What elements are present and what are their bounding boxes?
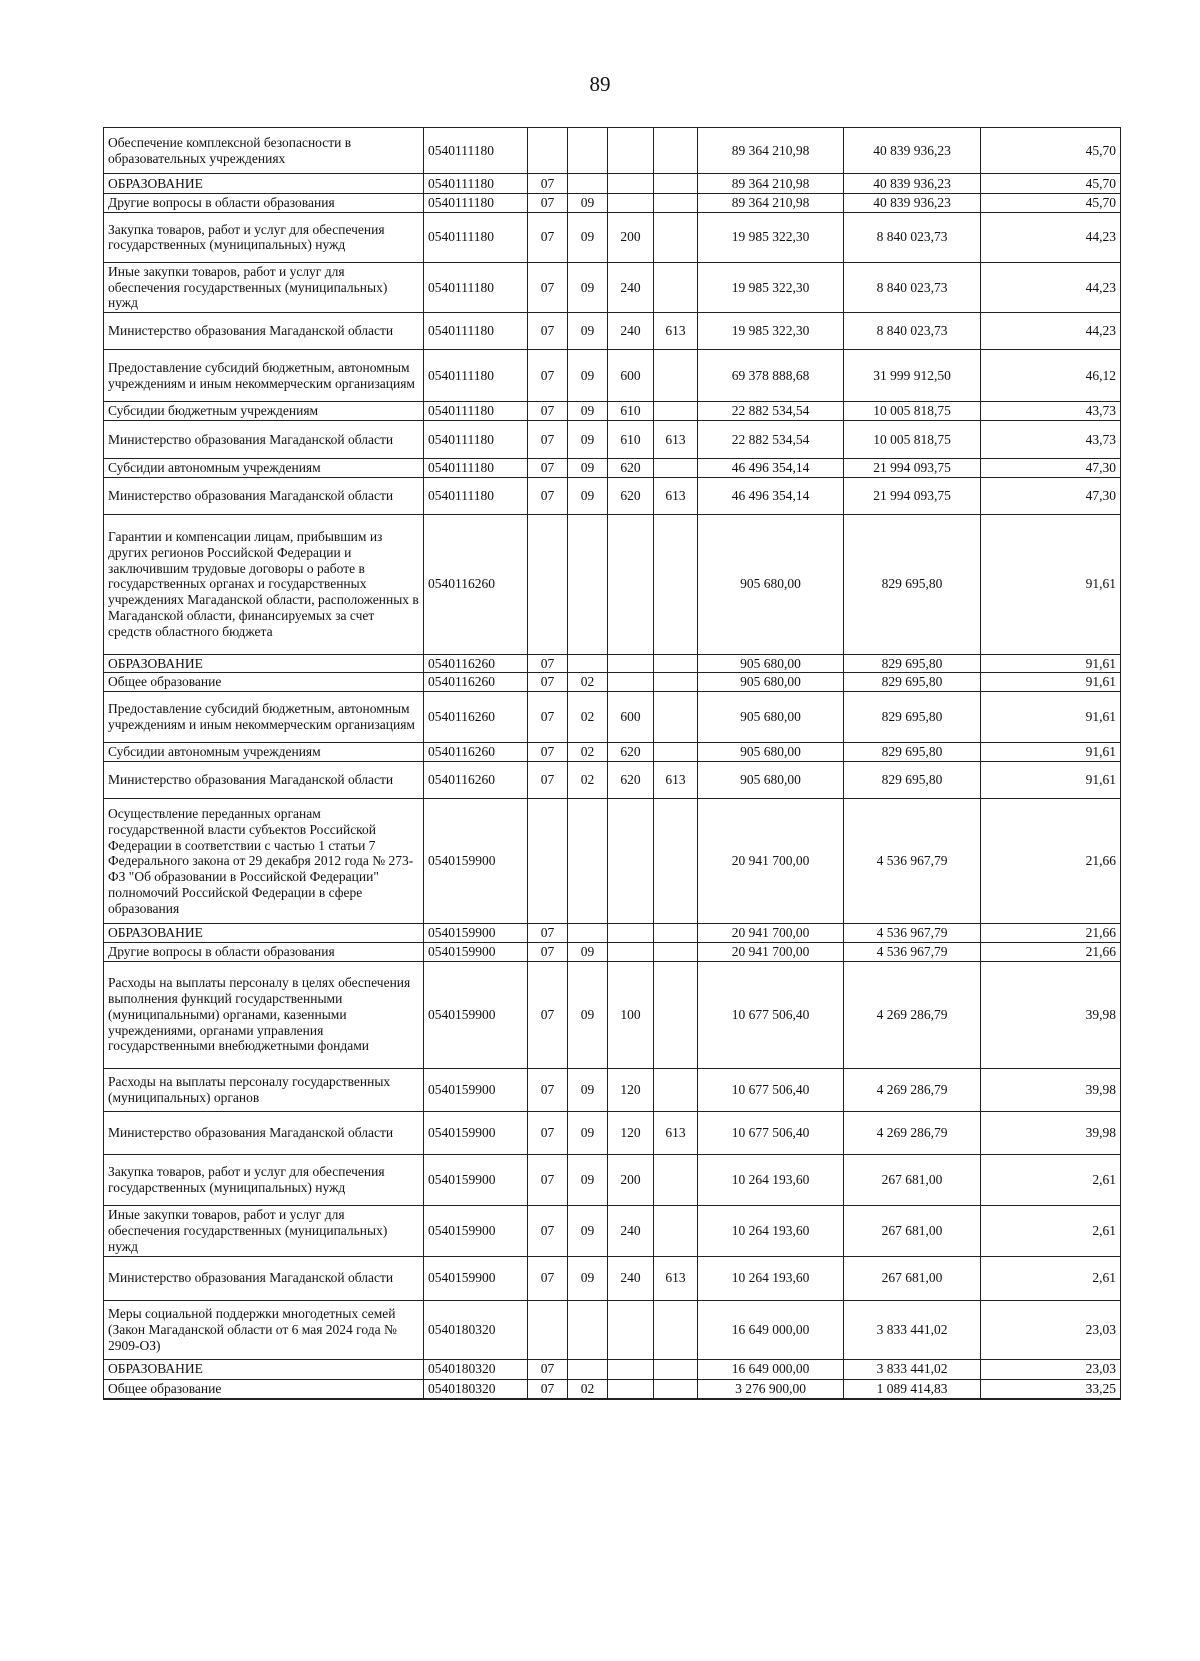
row-exec: 267 681,00: [844, 1256, 981, 1300]
budget-table: [103, 127, 1121, 1400]
row-vr: 120: [608, 1068, 654, 1111]
row-section: 07: [528, 1379, 568, 1398]
row-code: 0540159900: [424, 924, 528, 943]
row-plan: 46 496 354,14: [698, 477, 844, 514]
row-vr: 620: [608, 458, 654, 477]
row-code: 0540180320: [424, 1379, 528, 1398]
row-plan: 905 680,00: [698, 692, 844, 743]
row-code: 0540111180: [424, 458, 528, 477]
row-exec: 829 695,80: [844, 692, 981, 743]
row-subsection: 09: [568, 961, 608, 1068]
table-row: [104, 961, 1121, 1068]
row-plan: 905 680,00: [698, 743, 844, 762]
row-code: 0540116260: [424, 654, 528, 673]
row-code: 0540111180: [424, 350, 528, 402]
row-percent: 91,61: [981, 762, 1121, 799]
row-vr: 620: [608, 762, 654, 799]
row-code: 0540180320: [424, 1359, 528, 1379]
row-grbs: 613: [654, 762, 698, 799]
row-exec: 3 833 441,02: [844, 1300, 981, 1359]
row-subsection: 09: [568, 262, 608, 312]
row-code: 0540180320: [424, 1300, 528, 1359]
budget-table-body: [104, 128, 1121, 1399]
row-subsection: 09: [568, 212, 608, 262]
row-section: 07: [528, 1154, 568, 1205]
row-exec: 829 695,80: [844, 743, 981, 762]
row-section: 07: [528, 420, 568, 458]
row-plan: 69 378 888,68: [698, 350, 844, 402]
row-grbs: [654, 174, 698, 194]
row-vr: [608, 174, 654, 194]
row-exec: 21 994 093,75: [844, 458, 981, 477]
row-percent: 21,66: [981, 799, 1121, 924]
table-row: [104, 402, 1121, 421]
row-plan: 19 985 322,30: [698, 262, 844, 312]
row-percent: 21,66: [981, 943, 1121, 962]
table-row: [104, 924, 1121, 943]
row-grbs: [654, 943, 698, 962]
row-subsection: 02: [568, 743, 608, 762]
row-plan: 10 264 193,60: [698, 1256, 844, 1300]
row-subsection: [568, 174, 608, 194]
row-grbs: [654, 654, 698, 673]
row-plan: 905 680,00: [698, 762, 844, 799]
row-code: 0540159900: [424, 1256, 528, 1300]
row-section: 07: [528, 692, 568, 743]
row-percent: 91,61: [981, 654, 1121, 673]
row-name: Общее образование: [104, 673, 424, 692]
row-vr: 610: [608, 402, 654, 421]
row-grbs: [654, 212, 698, 262]
row-plan: 10 264 193,60: [698, 1205, 844, 1256]
row-plan: 905 680,00: [698, 654, 844, 673]
row-section: [528, 514, 568, 654]
row-plan: 3 276 900,00: [698, 1379, 844, 1398]
row-grbs: [654, 1300, 698, 1359]
row-exec: 829 695,80: [844, 514, 981, 654]
row-grbs: 613: [654, 1111, 698, 1154]
row-subsection: [568, 1300, 608, 1359]
row-subsection: 09: [568, 1256, 608, 1300]
row-subsection: [568, 799, 608, 924]
row-name: Субсидии бюджетным учреждениям: [104, 402, 424, 421]
row-grbs: 613: [654, 420, 698, 458]
row-exec: 3 833 441,02: [844, 1359, 981, 1379]
row-exec: 40 839 936,23: [844, 128, 981, 174]
table-row: [104, 943, 1121, 962]
row-grbs: [654, 514, 698, 654]
row-percent: 39,98: [981, 1111, 1121, 1154]
row-section: 07: [528, 654, 568, 673]
row-exec: 4 536 967,79: [844, 799, 981, 924]
row-exec: 267 681,00: [844, 1154, 981, 1205]
row-percent: 45,70: [981, 128, 1121, 174]
row-section: 07: [528, 961, 568, 1068]
row-name: ОБРАЗОВАНИЕ: [104, 174, 424, 194]
row-name: Министерство образования Магаданской области: [104, 313, 424, 350]
row-section: 07: [528, 1359, 568, 1379]
row-vr: [608, 1359, 654, 1379]
row-percent: 91,61: [981, 673, 1121, 692]
row-section: 07: [528, 762, 568, 799]
table-row: [104, 514, 1121, 654]
row-exec: 10 005 818,75: [844, 402, 981, 421]
row-vr: 200: [608, 212, 654, 262]
table-row: [104, 128, 1121, 174]
row-plan: 20 941 700,00: [698, 799, 844, 924]
row-exec: 4 536 967,79: [844, 943, 981, 962]
row-vr: [608, 1300, 654, 1359]
row-section: 07: [528, 673, 568, 692]
row-vr: [608, 673, 654, 692]
row-vr: 240: [608, 1205, 654, 1256]
row-name: Иные закупки товаров, работ и услуг для обеспечения государственных (муниципальных) нужд: [104, 262, 424, 312]
row-percent: 43,73: [981, 420, 1121, 458]
row-grbs: 613: [654, 477, 698, 514]
row-section: 07: [528, 1256, 568, 1300]
row-percent: 45,70: [981, 194, 1121, 213]
row-name: Министерство образования Магаданской области: [104, 420, 424, 458]
row-subsection: 09: [568, 350, 608, 402]
row-vr: [608, 1379, 654, 1398]
row-plan: 22 882 534,54: [698, 402, 844, 421]
row-subsection: 09: [568, 1111, 608, 1154]
row-section: 07: [528, 313, 568, 350]
row-section: 07: [528, 1068, 568, 1111]
row-subsection: 02: [568, 692, 608, 743]
row-percent: 2,61: [981, 1205, 1121, 1256]
row-vr: [608, 943, 654, 962]
row-grbs: [654, 350, 698, 402]
row-subsection: 02: [568, 762, 608, 799]
row-vr: 200: [608, 1154, 654, 1205]
table-row: [104, 692, 1121, 743]
row-code: 0540111180: [424, 128, 528, 174]
row-exec: 8 840 023,73: [844, 313, 981, 350]
table-row: [104, 262, 1121, 312]
row-subsection: 09: [568, 943, 608, 962]
row-subsection: 02: [568, 1379, 608, 1398]
row-subsection: 09: [568, 477, 608, 514]
row-plan: 905 680,00: [698, 514, 844, 654]
row-plan: 10 677 506,40: [698, 1068, 844, 1111]
row-section: 07: [528, 212, 568, 262]
row-exec: 829 695,80: [844, 762, 981, 799]
row-vr: [608, 194, 654, 213]
table-row: [104, 1359, 1121, 1379]
row-code: 0540111180: [424, 313, 528, 350]
row-name: Субсидии автономным учреждениям: [104, 458, 424, 477]
row-grbs: [654, 194, 698, 213]
row-exec: 829 695,80: [844, 654, 981, 673]
row-percent: 33,25: [981, 1379, 1121, 1398]
row-code: 0540159900: [424, 799, 528, 924]
row-name: Закупка товаров, работ и услуг для обеспечения государственных (муниципальных) нужд: [104, 1154, 424, 1205]
row-percent: 21,66: [981, 924, 1121, 943]
row-vr: 240: [608, 1256, 654, 1300]
table-row: [104, 743, 1121, 762]
row-vr: 610: [608, 420, 654, 458]
row-exec: 31 999 912,50: [844, 350, 981, 402]
row-exec: 1 089 414,83: [844, 1379, 981, 1398]
row-code: 0540116260: [424, 692, 528, 743]
row-exec: 10 005 818,75: [844, 420, 981, 458]
row-exec: 21 994 093,75: [844, 477, 981, 514]
row-section: 07: [528, 743, 568, 762]
row-exec: 829 695,80: [844, 673, 981, 692]
row-section: 07: [528, 458, 568, 477]
row-percent: 46,12: [981, 350, 1121, 402]
row-section: 07: [528, 477, 568, 514]
row-name: Предоставление субсидий бюджетным, автономным учреждениям и иным некоммерческим организациям: [104, 692, 424, 743]
row-subsection: [568, 924, 608, 943]
row-code: 0540116260: [424, 743, 528, 762]
row-name: Министерство образования Магаданской области: [104, 762, 424, 799]
row-grbs: [654, 128, 698, 174]
row-vr: 100: [608, 961, 654, 1068]
row-subsection: [568, 128, 608, 174]
row-vr: [608, 514, 654, 654]
row-percent: 2,61: [981, 1256, 1121, 1300]
row-grbs: [654, 924, 698, 943]
row-section: 07: [528, 262, 568, 312]
row-grbs: [654, 262, 698, 312]
row-name: Расходы на выплаты персоналу в целях обеспечения выполнения функций государственными (муниципальными) органами, казенными учреждениями, органами управления государственными внебюджетными фондами: [104, 961, 424, 1068]
row-plan: 10 677 506,40: [698, 1111, 844, 1154]
row-plan: 20 941 700,00: [698, 943, 844, 962]
row-name: Гарантии и компенсации лицам, прибывшим из других регионов Российской Федерации и заключившим трудовые договоры о работе в государственных органах и государственных учреждениях Магаданской области, расположенных в Магаданской области, финансируемых за счет средств областного бюджета: [104, 514, 424, 654]
row-plan: 10 264 193,60: [698, 1154, 844, 1205]
row-name: Меры социальной поддержки многодетных семей (Закон Магаданской области от 6 мая 2024 года № 2909-ОЗ): [104, 1300, 424, 1359]
row-code: 0540111180: [424, 402, 528, 421]
table-row: [104, 1256, 1121, 1300]
row-subsection: 09: [568, 420, 608, 458]
row-name: Осуществление переданных органам государственной власти субъектов Российской Федерации в соответствии с частью 1 статьи 7 Федерального закона от 29 декабря 2012 года № 273-ФЗ "Об образовании в Российской Федерации" полномочий Российской Федерации в сфере образования: [104, 799, 424, 924]
row-vr: [608, 128, 654, 174]
page-number: 89: [589, 72, 611, 96]
row-code: 0540111180: [424, 420, 528, 458]
row-code: 0540159900: [424, 1068, 528, 1111]
row-section: [528, 1300, 568, 1359]
table-row: [104, 477, 1121, 514]
row-code: 0540159900: [424, 943, 528, 962]
row-vr: 240: [608, 262, 654, 312]
row-vr: [608, 924, 654, 943]
table-row: [104, 799, 1121, 924]
row-exec: 267 681,00: [844, 1205, 981, 1256]
row-subsection: 09: [568, 194, 608, 213]
row-name: ОБРАЗОВАНИЕ: [104, 924, 424, 943]
table-row: [104, 1300, 1121, 1359]
row-subsection: [568, 514, 608, 654]
row-vr: 600: [608, 692, 654, 743]
row-vr: 600: [608, 350, 654, 402]
row-grbs: [654, 1068, 698, 1111]
table-row: [104, 350, 1121, 402]
row-name: Министерство образования Магаданской области: [104, 1256, 424, 1300]
row-grbs: [654, 961, 698, 1068]
row-percent: 23,03: [981, 1300, 1121, 1359]
row-exec: 40 839 936,23: [844, 174, 981, 194]
row-code: 0540111180: [424, 194, 528, 213]
row-grbs: [654, 799, 698, 924]
row-exec: 8 840 023,73: [844, 212, 981, 262]
row-percent: 44,23: [981, 212, 1121, 262]
row-section: 07: [528, 1205, 568, 1256]
row-plan: 19 985 322,30: [698, 212, 844, 262]
row-name: Министерство образования Магаданской области: [104, 1111, 424, 1154]
row-section: [528, 128, 568, 174]
table-row: [104, 194, 1121, 213]
row-percent: 44,23: [981, 262, 1121, 312]
row-name: Обеспечение комплексной безопасности в образовательных учреждениях: [104, 128, 424, 174]
row-grbs: [654, 1205, 698, 1256]
table-row: [104, 1379, 1121, 1398]
row-subsection: [568, 1359, 608, 1379]
row-code: 0540159900: [424, 1205, 528, 1256]
row-vr: 620: [608, 477, 654, 514]
table-row: [104, 212, 1121, 262]
row-section: 07: [528, 943, 568, 962]
row-name: Расходы на выплаты персоналу государственных (муниципальных) органов: [104, 1068, 424, 1111]
row-percent: 91,61: [981, 692, 1121, 743]
row-percent: 2,61: [981, 1154, 1121, 1205]
row-percent: 47,30: [981, 477, 1121, 514]
row-grbs: [654, 743, 698, 762]
row-percent: 44,23: [981, 313, 1121, 350]
row-code: 0540159900: [424, 1154, 528, 1205]
row-grbs: 613: [654, 313, 698, 350]
row-exec: 4 269 286,79: [844, 1111, 981, 1154]
row-subsection: 09: [568, 1205, 608, 1256]
row-percent: 47,30: [981, 458, 1121, 477]
row-code: 0540116260: [424, 514, 528, 654]
row-code: 0540116260: [424, 673, 528, 692]
row-grbs: [654, 402, 698, 421]
row-name: Иные закупки товаров, работ и услуг для обеспечения государственных (муниципальных) нужд: [104, 1205, 424, 1256]
row-percent: 45,70: [981, 174, 1121, 194]
row-plan: 46 496 354,14: [698, 458, 844, 477]
row-plan: 19 985 322,30: [698, 313, 844, 350]
row-plan: 89 364 210,98: [698, 128, 844, 174]
row-vr: 620: [608, 743, 654, 762]
table-row: [104, 420, 1121, 458]
row-plan: 905 680,00: [698, 673, 844, 692]
row-code: 0540159900: [424, 961, 528, 1068]
row-name: Министерство образования Магаданской области: [104, 477, 424, 514]
row-grbs: [654, 1379, 698, 1398]
row-section: 07: [528, 402, 568, 421]
row-plan: 16 649 000,00: [698, 1359, 844, 1379]
row-subsection: 09: [568, 313, 608, 350]
row-code: 0540111180: [424, 477, 528, 514]
row-section: 07: [528, 194, 568, 213]
row-section: 07: [528, 1111, 568, 1154]
table-row: [104, 673, 1121, 692]
table-row: [104, 654, 1121, 673]
row-name: Общее образование: [104, 1379, 424, 1398]
row-subsection: 09: [568, 402, 608, 421]
row-grbs: [654, 692, 698, 743]
row-grbs: [654, 458, 698, 477]
row-vr: [608, 799, 654, 924]
row-name: ОБРАЗОВАНИЕ: [104, 654, 424, 673]
row-code: 0540116260: [424, 762, 528, 799]
row-code: 0540111180: [424, 262, 528, 312]
row-subsection: 02: [568, 673, 608, 692]
row-vr: [608, 654, 654, 673]
table-row: [104, 1205, 1121, 1256]
table-row: [104, 174, 1121, 194]
row-percent: 91,61: [981, 514, 1121, 654]
row-name: ОБРАЗОВАНИЕ: [104, 1359, 424, 1379]
row-name: Другие вопросы в области образования: [104, 194, 424, 213]
row-subsection: 09: [568, 458, 608, 477]
table-row: [104, 1154, 1121, 1205]
row-section: 07: [528, 350, 568, 402]
row-code: 0540111180: [424, 212, 528, 262]
row-section: [528, 799, 568, 924]
row-plan: 22 882 534,54: [698, 420, 844, 458]
table-row: [104, 1111, 1121, 1154]
row-percent: 39,98: [981, 1068, 1121, 1111]
row-exec: 4 269 286,79: [844, 961, 981, 1068]
row-name: Субсидии автономным учреждениям: [104, 743, 424, 762]
row-name: Предоставление субсидий бюджетным, автономным учреждениям и иным некоммерческим организациям: [104, 350, 424, 402]
row-vr: 120: [608, 1111, 654, 1154]
row-grbs: [654, 1154, 698, 1205]
row-plan: 20 941 700,00: [698, 924, 844, 943]
row-plan: 16 649 000,00: [698, 1300, 844, 1359]
row-percent: 23,03: [981, 1359, 1121, 1379]
row-name: Другие вопросы в области образования: [104, 943, 424, 962]
row-exec: 4 536 967,79: [844, 924, 981, 943]
row-plan: 10 677 506,40: [698, 961, 844, 1068]
row-exec: 8 840 023,73: [844, 262, 981, 312]
row-section: 07: [528, 174, 568, 194]
row-plan: 89 364 210,98: [698, 174, 844, 194]
row-subsection: 09: [568, 1068, 608, 1111]
table-row: [104, 762, 1121, 799]
row-section: 07: [528, 924, 568, 943]
row-exec: 40 839 936,23: [844, 194, 981, 213]
table-row: [104, 1068, 1121, 1111]
row-code: 0540111180: [424, 174, 528, 194]
table-row: [104, 458, 1121, 477]
row-percent: 39,98: [981, 961, 1121, 1068]
row-subsection: 09: [568, 1154, 608, 1205]
row-percent: 43,73: [981, 402, 1121, 421]
row-code: 0540159900: [424, 1111, 528, 1154]
row-vr: 240: [608, 313, 654, 350]
table-row: [104, 313, 1121, 350]
row-name: Закупка товаров, работ и услуг для обеспечения государственных (муниципальных) нужд: [104, 212, 424, 262]
row-exec: 4 269 286,79: [844, 1068, 981, 1111]
row-grbs: [654, 673, 698, 692]
row-subsection: [568, 654, 608, 673]
row-percent: 91,61: [981, 743, 1121, 762]
row-grbs: 613: [654, 1256, 698, 1300]
row-plan: 89 364 210,98: [698, 194, 844, 213]
row-grbs: [654, 1359, 698, 1379]
